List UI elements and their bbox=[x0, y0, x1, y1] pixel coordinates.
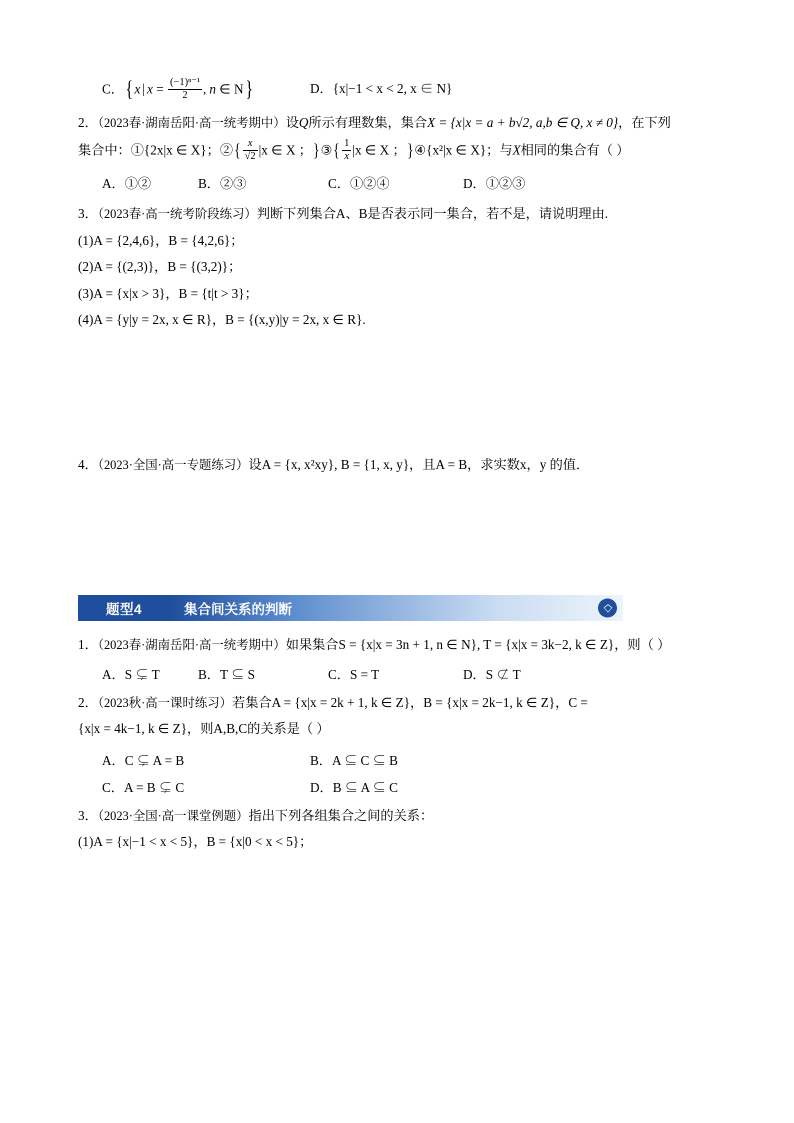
diamond-badge-icon bbox=[598, 599, 617, 618]
brace-open: { bbox=[125, 76, 134, 102]
q6-stem-line1: 2．（2023秋·高一课时练习）若集合A = {x|x = 2k + 1, k ∈ Z}，B = {x|x = 2k−1, k ∈ Z}，C = bbox=[78, 694, 588, 710]
q2-stem-line2: 集合中：①{2x|x ∈ X}；②{ $\frac{x}{√2}$ |x ∈ X ；}③{ $\frac{1}{x}$ |x ∈ X ；}④{x²|x ∈ X}；与X相同的集合有（ ） bbox=[78, 137, 630, 162]
q3-item-2: (2)A = {(2,3)}，B = {(3,2)}； bbox=[78, 259, 242, 275]
q5-stem: 1．（2023春·湖南岳阳·高一统考期中）如果集合S = {x|x = 3n + 1, n ∈ N}, T = {x|x = 3k−2, k ∈ Z}，则（ ） bbox=[78, 637, 671, 653]
q1-option-d: D．{x|−1 < x < 2, x ∈ N} bbox=[310, 81, 453, 96]
q3-item-3: (3)A = {x|x > 3}，B = {t|t > 3}； bbox=[78, 285, 258, 301]
q3-stem: 3．（2023春·高一统考阶段练习）判断下列集合A、B是否表示同一集合，若不是，请说明理由. bbox=[78, 206, 609, 222]
q6-options-row1: A．C ⊊ A = B B．A ⊆ C ⊆ B bbox=[102, 752, 398, 768]
q1-option-c: C．{x | x = $\frac{\text{(−1)ⁿ⁻¹}}{2}$ , n ∈ N} bbox=[102, 76, 253, 102]
section-title: 集合间关系的判断 bbox=[170, 595, 623, 621]
q5-options-row: A．S ⊊ T B．T ⊆ S C．S = T D．S ⊄ T bbox=[102, 666, 521, 682]
q3-item-1: (1)A = {2,4,6}，B = {4,2,6}； bbox=[78, 232, 244, 248]
q1-options-row bbox=[78, 78, 722, 103]
brace-close: } bbox=[244, 76, 253, 102]
q2-stem-line1: 2．（2023春·湖南岳阳·高一统考期中）设Q所示有理数集，集合X = {x|x = a + b√2, a,b ∈ Q, x ≠ 0}，在下列 bbox=[78, 114, 671, 130]
q7-item-1: (1)A = {x|−1 < x < 5}，B = {x|0 < x < 5}； bbox=[78, 833, 313, 849]
section-tag: 题型4 bbox=[78, 595, 170, 621]
fraction-item3: $\frac{1}{x}$ bbox=[344, 137, 350, 162]
q2-options-row: A．①② B．②③ C．①②④ D．①②③ bbox=[102, 176, 526, 192]
answer-space-q3 bbox=[78, 337, 722, 455]
fraction-item2: $\frac{x}{√2}$ bbox=[244, 137, 256, 162]
q3-item-4: (4)A = {y|y = 2x, x ∈ R}，B = {(x,y)|y = 2x, x ∈ R}. bbox=[78, 312, 366, 328]
fraction-c: $\frac{\text{(−1)ⁿ⁻¹}}{2}$ bbox=[169, 77, 201, 101]
q7-stem: 3．（2023·全国·高一课堂例题）指出下列各组集合之间的关系： bbox=[78, 807, 434, 823]
section-banner bbox=[78, 595, 623, 621]
q6-options-row2: C．A = B ⊊ C D．B ⊆ A ⊆ C bbox=[102, 779, 398, 795]
q4-stem: 4．（2023·全国·高一专题练习）设A = {x, x²xy}, B = {1, x, y}，且A = B，求实数x，y 的值． bbox=[78, 456, 590, 472]
q6-stem-line2: {x|x = 4k−1, k ∈ Z}，则A,B,C的关系是（ ） bbox=[78, 721, 330, 737]
answer-space-q4 bbox=[78, 481, 722, 577]
